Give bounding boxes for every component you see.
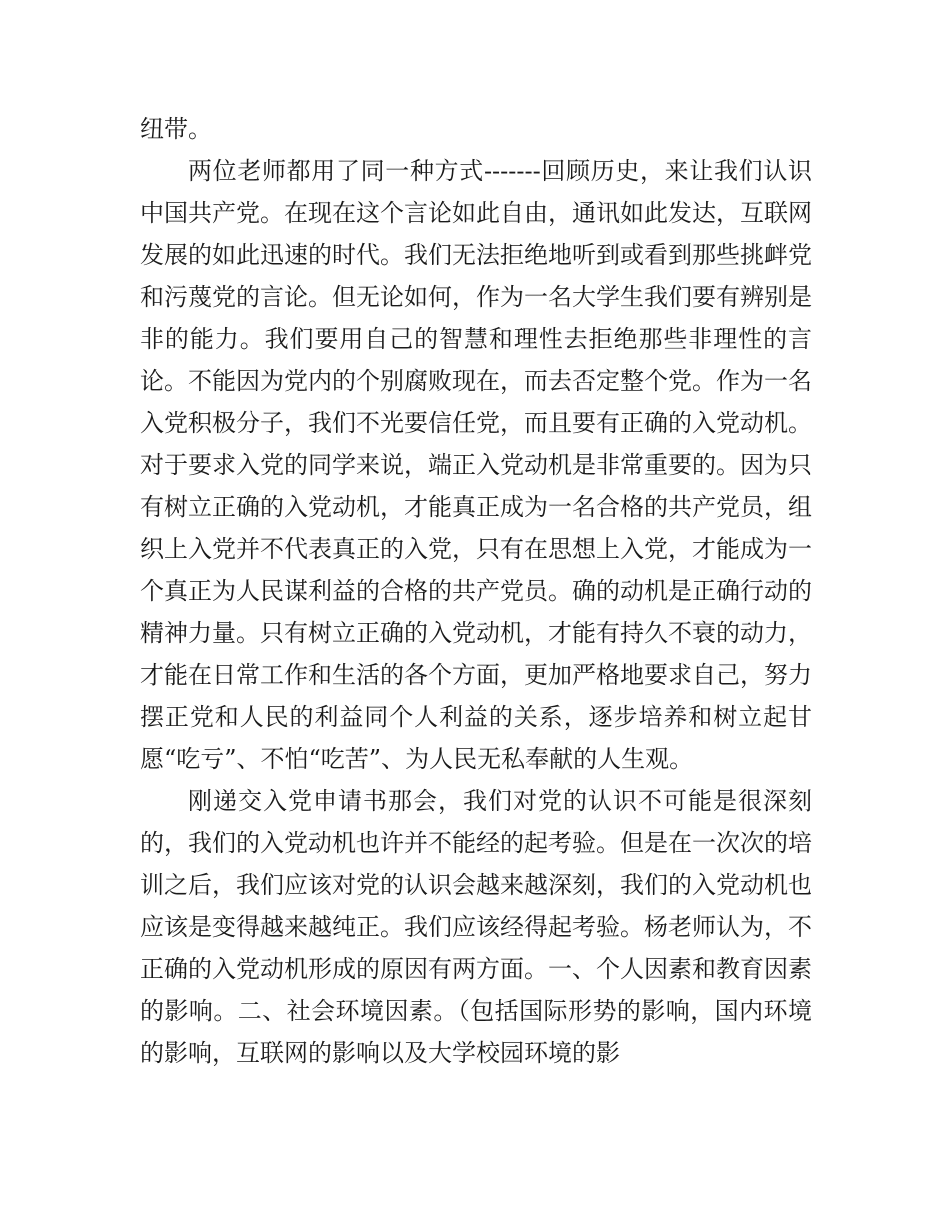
paragraph-party-history: 两位老师都用了同一种方式-------回顾历史，来让我们认识中国共产党。在现在这个言论如此自由，通讯如此发达，互联网发展的如此迅速的时代。我们无法拒绝地听到或看到那些挑衅党和污蔑党的言论。但无论如何，作为一名大学生我们要有辨别是非的能力。我们要用自己的智慧和理性去拒绝那些非理性的言论。不能因为党内的个别腐败现在，而去否定整个党。作为一名入党积极分子，我们不光要信任党，而且要有正确的入党动机。对于要求入党的同学来说，端正入党动机是非常重要的。因为只有树立正确的入党动机，才能真正成为一名合格的共产党员，组织上入党并不代表真正的入党，只有在思想上入党，才能成为一个真正为人民谋利益的合格的共产党员。确的动机是正确行动的精神力量。只有树立正确的入党动机，才能有持久不衰的动力，才能在日常工作和生活的各个方面，更加严格地要求自己，努力摆正党和人民的利益同个人利益的关系，逐步培养和树立起甘愿“吃亏”、不怕“吃苦”、为人民无私奉献的人生观。: [140, 157, 812, 773]
document-body: [140, 108, 812, 1074]
paragraph-party-motivation: 刚递交入党申请书那会，我们对党的认识不可能是很深刻的，我们的入党动机也许并不能经的起考验。但是在一次次的培训之后，我们应该对党的认识会越来越深刻，我们的入党动机也应该是变得越来越纯正。我们应该经得起考验。杨老师认为，不正确的入党动机形成的原因有两方面。一、个人因素和教育因素的影响。二、社会环境因素。（包括国际形势的影响，国内环境的影响，互联网的影响以及大学校园环境的影: [140, 787, 812, 1067]
paragraph-continuation: 纽带。: [140, 115, 212, 143]
